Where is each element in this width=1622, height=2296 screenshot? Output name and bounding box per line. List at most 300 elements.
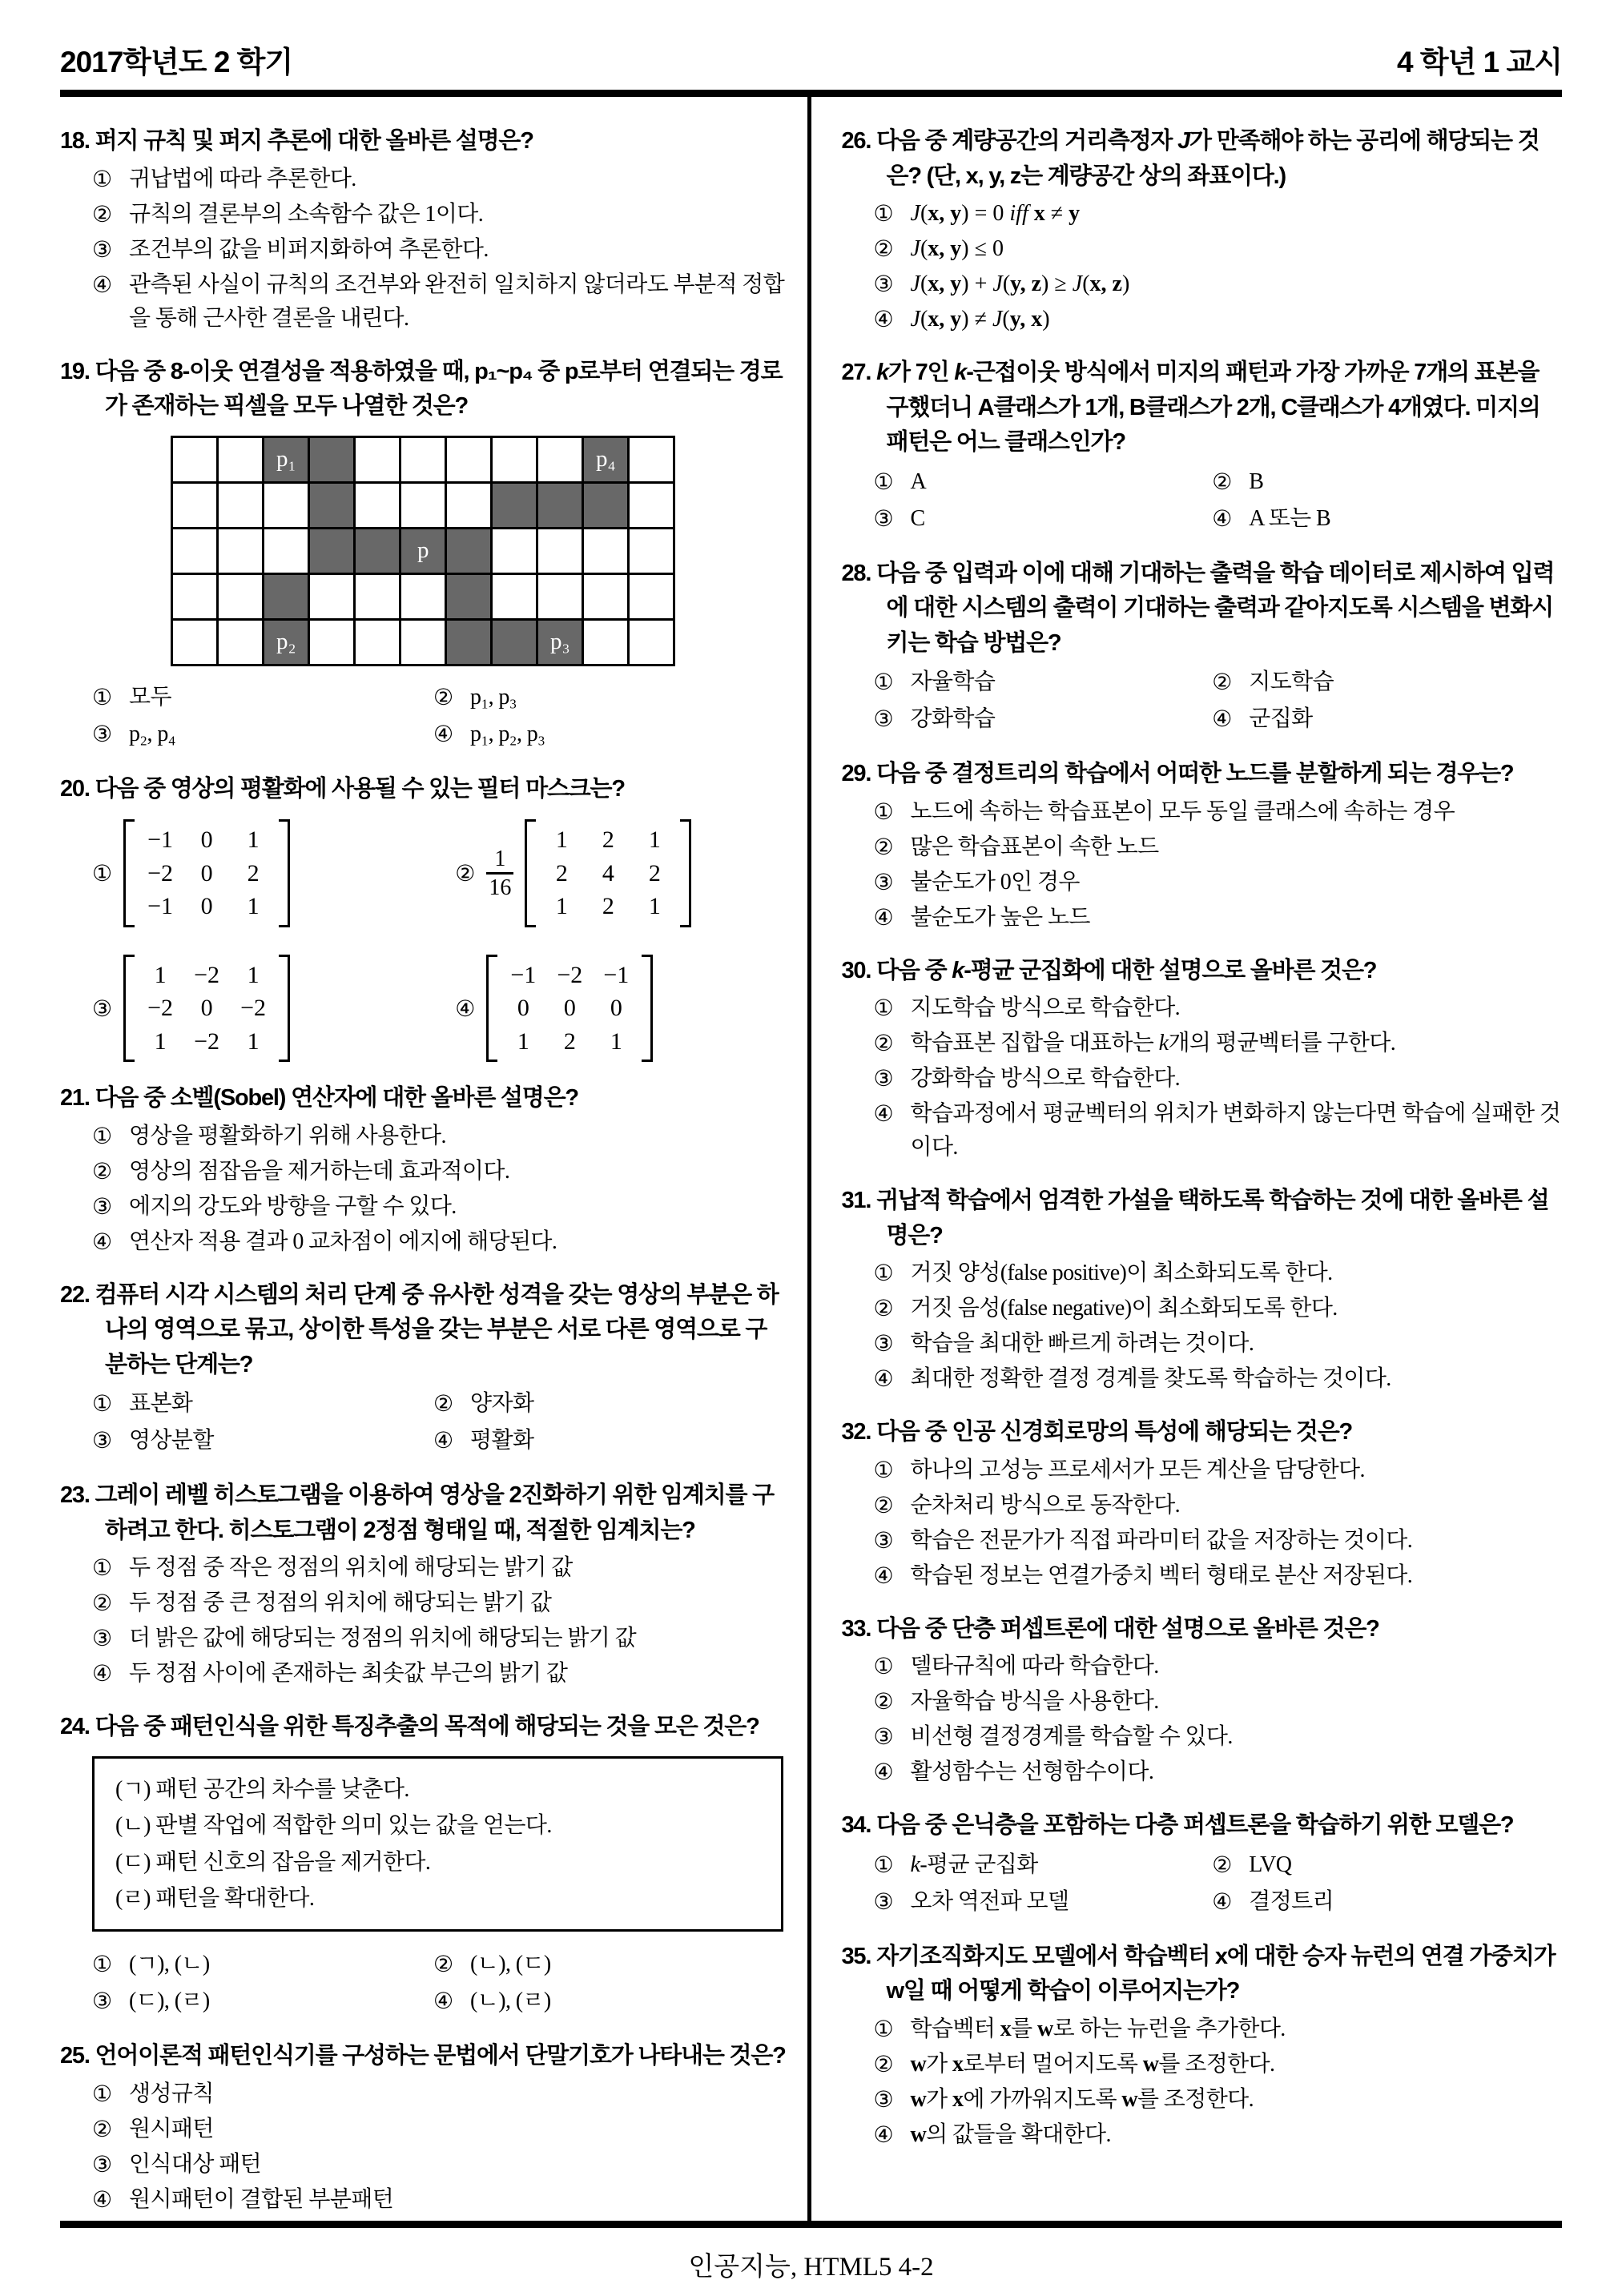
option-text: LVQ	[1249, 1852, 1292, 1877]
option-text: 자율학습	[910, 669, 996, 695]
choice-box-item: (ㄱ) 패턴 공간의 차수를 낮춘다.	[115, 1776, 409, 1802]
option-marker: ③	[873, 1888, 894, 1915]
question-stem	[60, 1278, 787, 1383]
grid-cell-r4c10	[630, 621, 675, 666]
text-segment: J	[992, 271, 1003, 297]
option-marker: ③	[873, 1065, 894, 1092]
option-text	[911, 2118, 1563, 2152]
option-text	[911, 303, 1563, 336]
text-segment: 를	[1011, 2016, 1037, 2041]
text-segment: k	[952, 957, 964, 983]
matrix-cell: 0	[200, 995, 213, 1022]
option-marker: ④	[873, 1759, 894, 1786]
question-28	[842, 557, 1563, 738]
text-segment: x, y	[928, 271, 962, 297]
option	[60, 2113, 787, 2146]
content	[60, 97, 1562, 2221]
question-text: 다음 중 영상의 평활화에 사용될 수 있는 필터 마스크는?	[95, 775, 625, 802]
question-stem	[60, 1081, 787, 1116]
text-segment: 가	[926, 2051, 952, 2077]
option-marker: ①	[873, 798, 894, 825]
option	[842, 1885, 1181, 1919]
grid-cell-r0c0	[173, 438, 219, 484]
option-marker: ④	[873, 306, 894, 333]
option-marker: ②	[433, 683, 453, 710]
question-number: 27.	[841, 360, 871, 386]
question-stem	[842, 1940, 1563, 2009]
grid-cell-r3c9	[584, 575, 630, 621]
option-marker: ④	[92, 2185, 112, 2213]
grid-cell-r2c6	[447, 529, 493, 575]
option-text: 양자화	[470, 1391, 534, 1417]
option-text: 델타규칙에 따라 학습한다.	[910, 1654, 1159, 1679]
question-text: 귀납적 학습에서 엄격한 가설을 택하도록 학습하는 것에 대한 올바른 설명은?	[876, 1188, 1549, 1249]
matrix-cell: 1	[154, 961, 167, 988]
grid-cell-r4c3	[310, 621, 356, 666]
header-rule	[60, 90, 1562, 97]
option-marker: ②	[873, 235, 894, 263]
question-text: 다음 중 인공 신경회로망의 특성에 해당되는 것은?	[876, 1419, 1353, 1446]
fraction	[486, 846, 513, 902]
option	[60, 1225, 787, 1259]
option-marker: ①	[92, 683, 112, 710]
option-marker: ③	[873, 868, 894, 895]
option-marker: ③	[873, 271, 894, 298]
option	[60, 1948, 401, 1981]
grid-cell-r1c1	[219, 484, 264, 529]
option-text: A 또는 B	[1249, 505, 1331, 531]
option-marker: ③	[873, 1723, 894, 1751]
option-marker: ①	[873, 1456, 894, 1483]
grid-cell-r4c5	[401, 621, 447, 666]
option-marker: ④	[873, 1100, 894, 1128]
options	[842, 1454, 1563, 1593]
option-marker: ③	[92, 995, 113, 1022]
option-marker: ③	[92, 235, 112, 263]
question-number: 22.	[60, 1281, 90, 1308]
matrix-body	[135, 819, 279, 927]
matrix-cell: 4	[602, 859, 614, 887]
question-22	[60, 1278, 787, 1460]
question-number: 24.	[60, 1714, 90, 1740]
question-35	[842, 1940, 1563, 2152]
grid-cell-r0c9	[584, 438, 630, 484]
option-text	[911, 1027, 1563, 1060]
option	[842, 1097, 1563, 1164]
matrix	[123, 819, 290, 927]
question-number: 20.	[60, 775, 90, 802]
option-marker: ④	[1212, 1888, 1232, 1915]
option	[401, 681, 786, 714]
grid-cell-r0c4	[356, 438, 401, 484]
grid-cell-r2c0	[173, 529, 219, 575]
option-text	[911, 197, 1563, 231]
grid-cell-r2c1	[219, 529, 264, 575]
matrix-cell: 1	[648, 893, 661, 920]
matrix-body	[497, 955, 642, 1063]
option-text: 더 밝은 값에 해당되는 정점의 위치에 해당되는 밝기 값	[129, 1626, 637, 1651]
question-number: 30.	[841, 957, 871, 983]
question-text: 다음 중 소벨(Sobel) 연산자에 대한 올바른 설명은?	[95, 1085, 578, 1112]
text-segment: (	[920, 201, 928, 227]
question-stem	[60, 772, 787, 807]
option-marker: ①	[873, 1653, 894, 1680]
option	[60, 1387, 401, 1421]
text-segment: x, y	[928, 236, 962, 262]
option	[842, 267, 1563, 301]
option-marker: ④	[873, 1562, 894, 1589]
matrix-left-bracket	[486, 955, 497, 1063]
option	[60, 819, 423, 927]
option-marker: ①	[873, 468, 894, 495]
option-marker: ④	[1212, 505, 1232, 532]
header-term-label: 2017학년도 2 학기	[60, 46, 293, 78]
text-segment: 를 조정한다.	[1137, 2086, 1254, 2112]
matrix-cell: 0	[200, 826, 213, 854]
text-segment: (	[1002, 271, 1011, 297]
grid-cell-r3c6	[447, 575, 493, 621]
option-text: B	[1249, 468, 1264, 494]
matrix	[525, 819, 691, 927]
text-segment: k	[910, 1852, 920, 1877]
option-marker: ②	[92, 1157, 112, 1184]
question-stem	[60, 124, 787, 159]
text-segment: 에 가까워지도록	[963, 2086, 1122, 2112]
option-text	[911, 2083, 1563, 2117]
grid-cell-r2c7	[493, 529, 538, 575]
matrix-cell: 1	[247, 826, 260, 854]
text-segment: y, z	[1010, 271, 1042, 297]
option	[842, 197, 1563, 231]
matrix	[486, 955, 653, 1063]
question-24	[60, 1710, 787, 2020]
option-text: 자율학습 방식을 사용한다.	[910, 1689, 1159, 1715]
text-segment: w	[910, 2051, 927, 2077]
option-text: (ㄴ), (ㄷ)	[470, 1952, 551, 1977]
matrix-right-bracket	[279, 819, 290, 927]
grid-cell-r4c0	[173, 621, 219, 666]
option-text: 원시패턴	[129, 2116, 214, 2141]
matrix-body	[135, 955, 279, 1063]
question-text: 다음 중 8-이웃 연결성을 적용하였을 때, p₁~p₄ 중 p로부터 연결되는 경로가 존재하는 픽셀을 모두 나열한 것은?	[95, 358, 783, 420]
option	[60, 1586, 787, 1620]
text-segment: -평균 군집화	[920, 1852, 1038, 1877]
fraction-denominator: 16	[486, 872, 513, 902]
option-marker: ②	[92, 2115, 112, 2142]
option-text: 모두	[129, 684, 171, 710]
option-text: 귀납법에 따라 추론한다.	[129, 166, 356, 191]
options	[60, 1551, 787, 1691]
option-marker: ①	[92, 1554, 112, 1582]
option-text: 지도학습	[1249, 669, 1334, 695]
grid-cell-r4c2	[264, 621, 310, 666]
text-segment: J	[992, 307, 1003, 332]
grid-cell-r1c2	[264, 484, 310, 529]
text-segment: w	[1121, 2086, 1137, 2112]
option-text: 강화학습	[910, 706, 996, 732]
question-stem	[842, 557, 1563, 661]
option-text: 거짓 음성(false negative)이 최소화되도록 한다.	[910, 1296, 1338, 1321]
grid-cell-label: p₃	[549, 629, 570, 655]
option-marker: ①	[873, 995, 894, 1022]
question-text	[876, 1944, 1555, 2004]
matrix-cell: 2	[563, 1027, 576, 1055]
option	[842, 1257, 1563, 1290]
option-marker: ①	[92, 1390, 112, 1417]
matrix-cell: −2	[194, 1027, 220, 1055]
question-text	[876, 128, 1539, 189]
options	[842, 664, 1563, 738]
option	[842, 866, 1563, 899]
grid-cell-r4c8	[538, 621, 584, 666]
grid-cell-label: p	[417, 537, 429, 564]
option-text: 학습은 전문가가 직접 파라미터 값을 저장하는 것이다.	[910, 1527, 1413, 1553]
options	[842, 464, 1563, 537]
options	[60, 1120, 787, 1259]
text-segment: 다음 중	[876, 957, 952, 983]
text-segment: -평균 군집화에 대한 설명으로 올바른 것은?	[964, 957, 1377, 983]
option	[842, 901, 1563, 935]
option-text: 불순도가 높은 노드	[910, 904, 1090, 930]
text-segment: w	[1036, 2016, 1053, 2041]
text-segment: )	[1121, 271, 1130, 297]
text-segment: (	[920, 236, 928, 262]
page-footer-label: 인공지능, HTML5 4-2	[688, 2253, 934, 2282]
option-text: 두 정점 중 작은 정점의 위치에 해당되는 밝기 값	[129, 1555, 573, 1581]
text-segment: 의 값들을 확대한다.	[926, 2121, 1111, 2147]
option	[842, 1292, 1563, 1325]
option-text: 결정트리	[1249, 1888, 1334, 1914]
option-text	[911, 267, 1563, 301]
grid-cell-r1c9	[584, 484, 630, 529]
option	[842, 1489, 1563, 1522]
option	[842, 665, 1181, 699]
option-text: 조건부의 값을 비퍼지화하여 추론한다.	[129, 236, 489, 262]
option-text: 비선형 결정경계를 학습할 수 있다.	[910, 1724, 1233, 1750]
option-text	[911, 2048, 1563, 2081]
option-marker: ③	[92, 2150, 112, 2177]
text-segment: ) ≠	[961, 307, 992, 332]
grid-cell-r1c4	[356, 484, 401, 529]
option-text: (ㄴ), (ㄹ)	[470, 1988, 551, 2014]
option	[1180, 1885, 1562, 1919]
question-number: 35.	[841, 1943, 871, 1969]
grid-cell-r0c10	[630, 438, 675, 484]
question-number: 29.	[841, 761, 871, 787]
question-23	[60, 1478, 787, 1691]
text-segment: ≠	[1044, 201, 1069, 227]
grid-cell-r1c3	[310, 484, 356, 529]
text-segment: 학습표본 집합을 대표하는	[910, 1031, 1159, 1056]
text-segment: 로 하는 뉴런을 추가한다.	[1052, 2016, 1286, 2041]
option	[401, 1424, 786, 1458]
option	[1180, 1848, 1562, 1882]
text-segment: J	[910, 271, 920, 297]
grid-cell-r2c2	[264, 529, 310, 575]
option-text: 군집화	[1249, 706, 1313, 732]
option	[60, 1155, 787, 1188]
option-marker: ②	[1212, 669, 1232, 696]
option	[842, 303, 1563, 336]
matrix-cell: 1	[247, 1027, 260, 1055]
question-number: 18.	[60, 128, 90, 155]
option	[60, 2077, 787, 2111]
text-segment: (	[1082, 271, 1090, 297]
option-marker: ①	[873, 2015, 894, 2042]
grid-cell-r0c3	[310, 438, 356, 484]
text-segment: 는 계량공간 상의 좌표이다.)	[1020, 163, 1286, 189]
option	[60, 681, 401, 714]
text-segment: w	[1142, 2051, 1159, 2077]
question-stem	[60, 1710, 787, 1745]
option-text: 많은 학습표본이 속한 노드	[910, 834, 1159, 859]
option-marker: ①	[873, 200, 894, 227]
question-text: 컴퓨터 시각 시스템의 처리 단계 중 유사한 성격을 갖는 영상의 부분은 하나의 영역으로 묶고, 상이한 특성을 갖는 부분은 서로 다른 영역으로 구분하는 단계는?	[95, 1281, 779, 1377]
matrix-body	[536, 819, 680, 927]
grid-cell-r3c8	[538, 575, 584, 621]
grid-cell-r3c7	[493, 575, 538, 621]
option-text: 관측된 사실이 규칙의 조건부와 완전히 일치하지 않더라도 부분적 정합을 통해 근사한 결론을 내린다.	[129, 271, 785, 331]
text-segment: 가 7인	[888, 360, 955, 386]
grid-cell-label: p₁	[276, 446, 296, 472]
column-left	[60, 97, 811, 2221]
question-stem	[60, 355, 787, 424]
grid-cell-r1c5	[401, 484, 447, 529]
option	[842, 1524, 1563, 1558]
option-marker: ③	[873, 706, 894, 733]
option-text: 규칙의 결론부의 소속함수 값은 1이다.	[129, 201, 484, 227]
question-stem	[842, 1415, 1563, 1450]
option-text: p₁, p₂, p₃	[470, 721, 545, 746]
text-segment: -근접이웃 방식에서 미지의 패턴과 가장 가까운 7개의 표본을 구했더니 A클래스가 1개, B클래스가 2개, C클래스가 4개였다. 미지의 패턴은 어느 클래스인가?	[886, 360, 1540, 456]
grid-cell-r3c3	[310, 575, 356, 621]
option	[60, 1622, 787, 1655]
option-text: 영상분할	[129, 1428, 214, 1454]
option-marker: ③	[92, 720, 112, 747]
option-marker: ①	[92, 860, 113, 887]
grid-cell-r3c1	[219, 575, 264, 621]
option-marker: ①	[92, 1122, 112, 1149]
question-stem	[60, 1478, 787, 1548]
grid-cell-r3c5	[401, 575, 447, 621]
option	[401, 718, 786, 751]
option	[842, 830, 1563, 864]
matrix-cell: 0	[200, 893, 213, 920]
question-25	[60, 2039, 787, 2217]
question-stem	[842, 1808, 1563, 1844]
question-number: 19.	[60, 358, 90, 384]
grid-cell-r3c10	[630, 575, 675, 621]
options	[842, 1257, 1563, 1396]
option	[842, 2083, 1563, 2117]
option	[842, 2013, 1563, 2046]
question-text: 다음 중 패턴인식을 위한 특징추출의 목적에 해당되는 것을 모은 것은?	[95, 1714, 759, 1740]
question-number: 23.	[60, 1482, 90, 1509]
option	[842, 1027, 1563, 1060]
option	[1180, 665, 1562, 699]
option-marker: ②	[873, 1491, 894, 1518]
matrix-cell: 1	[154, 1027, 167, 1055]
option-marker: ①	[873, 1260, 894, 1287]
option	[842, 1559, 1563, 1593]
option-text: 거짓 양성(false positive)이 최소화되도록 한다.	[910, 1261, 1333, 1286]
question-32	[842, 1415, 1563, 1593]
question-text: 퍼지 규칙 및 퍼지 추론에 대한 올바른 설명은?	[95, 128, 533, 155]
grid-cell-r4c9	[584, 621, 630, 666]
matrix	[123, 955, 290, 1063]
text-segment: w	[886, 1978, 904, 2004]
option-marker: ②	[873, 1295, 894, 1322]
option	[401, 1387, 786, 1421]
option-marker: ③	[92, 1427, 112, 1454]
option	[60, 2148, 787, 2181]
question-stem	[842, 757, 1563, 792]
question-30	[842, 954, 1563, 1165]
question-18	[60, 124, 787, 336]
option	[842, 1720, 1563, 1754]
option-marker: ④	[873, 2121, 894, 2148]
option-text: p₁, p₃	[470, 684, 517, 710]
matrix-cell: −2	[147, 859, 174, 887]
options	[60, 2077, 787, 2217]
page-header	[0, 0, 1622, 80]
option	[60, 1120, 787, 1153]
question-stem	[842, 1612, 1563, 1647]
question-stem	[842, 1184, 1563, 1253]
question-text: 그레이 레벨 히스토그램을 이용하여 영상을 2진화하기 위한 임계치를 구하려고 한다. 히스토그램이 2정점 형태일 때, 적절한 임계치는?	[95, 1482, 774, 1543]
option	[60, 1551, 787, 1585]
options	[60, 679, 787, 753]
matrix-cell: 1	[517, 1027, 529, 1055]
grid-cell-r4c6	[447, 621, 493, 666]
option-marker: ④	[873, 1365, 894, 1393]
option	[60, 198, 787, 231]
question-text	[876, 360, 1540, 455]
matrix-cell: 0	[563, 995, 576, 1022]
question-number: 32.	[841, 1419, 871, 1446]
option-text: 학습된 정보는 연결가중치 벡터 형태로 분산 저장된다.	[910, 1562, 1413, 1588]
option-text: (ㄱ), (ㄴ)	[129, 1952, 210, 1977]
text-segment: (	[920, 271, 928, 297]
grid-cell-label: p₂	[276, 629, 296, 655]
option-marker: ④	[873, 903, 894, 931]
options	[60, 1385, 787, 1459]
matrix-cell: −1	[147, 826, 174, 854]
option	[1180, 702, 1562, 736]
option-marker: ④	[433, 1988, 453, 2015]
option	[60, 955, 423, 1063]
option-marker: ①	[92, 2080, 112, 2107]
option-text: 오차 역전파 모델	[910, 1888, 1069, 1914]
option-text: 순차처리 방식으로 동작한다.	[910, 1492, 1181, 1518]
option-marker: ①	[873, 1851, 894, 1878]
text-segment: (	[920, 307, 928, 332]
grid-cell-r0c1	[219, 438, 264, 484]
text-segment: k	[954, 360, 967, 386]
text-segment	[1028, 201, 1034, 226]
pixel-grid	[171, 436, 675, 666]
text-segment: J	[910, 307, 920, 332]
option-text: 최대한 정확한 결정 경계를 찾도록 학습하는 것이다.	[910, 1366, 1391, 1392]
option-text	[911, 2013, 1563, 2046]
option-text: 하나의 고성능 프로세서가 모든 계산을 담당한다.	[910, 1457, 1365, 1482]
question-text: 언어이론적 패턴인식기를 구성하는 문법에서 단말기호가 나타내는 것은?	[95, 2043, 786, 2069]
matrix-left-bracket	[525, 819, 536, 927]
option	[842, 1327, 1563, 1361]
matrix-cell: 2	[247, 859, 260, 887]
text-segment: x, y, z	[965, 163, 1021, 189]
matrix-cell: −2	[147, 995, 174, 1022]
